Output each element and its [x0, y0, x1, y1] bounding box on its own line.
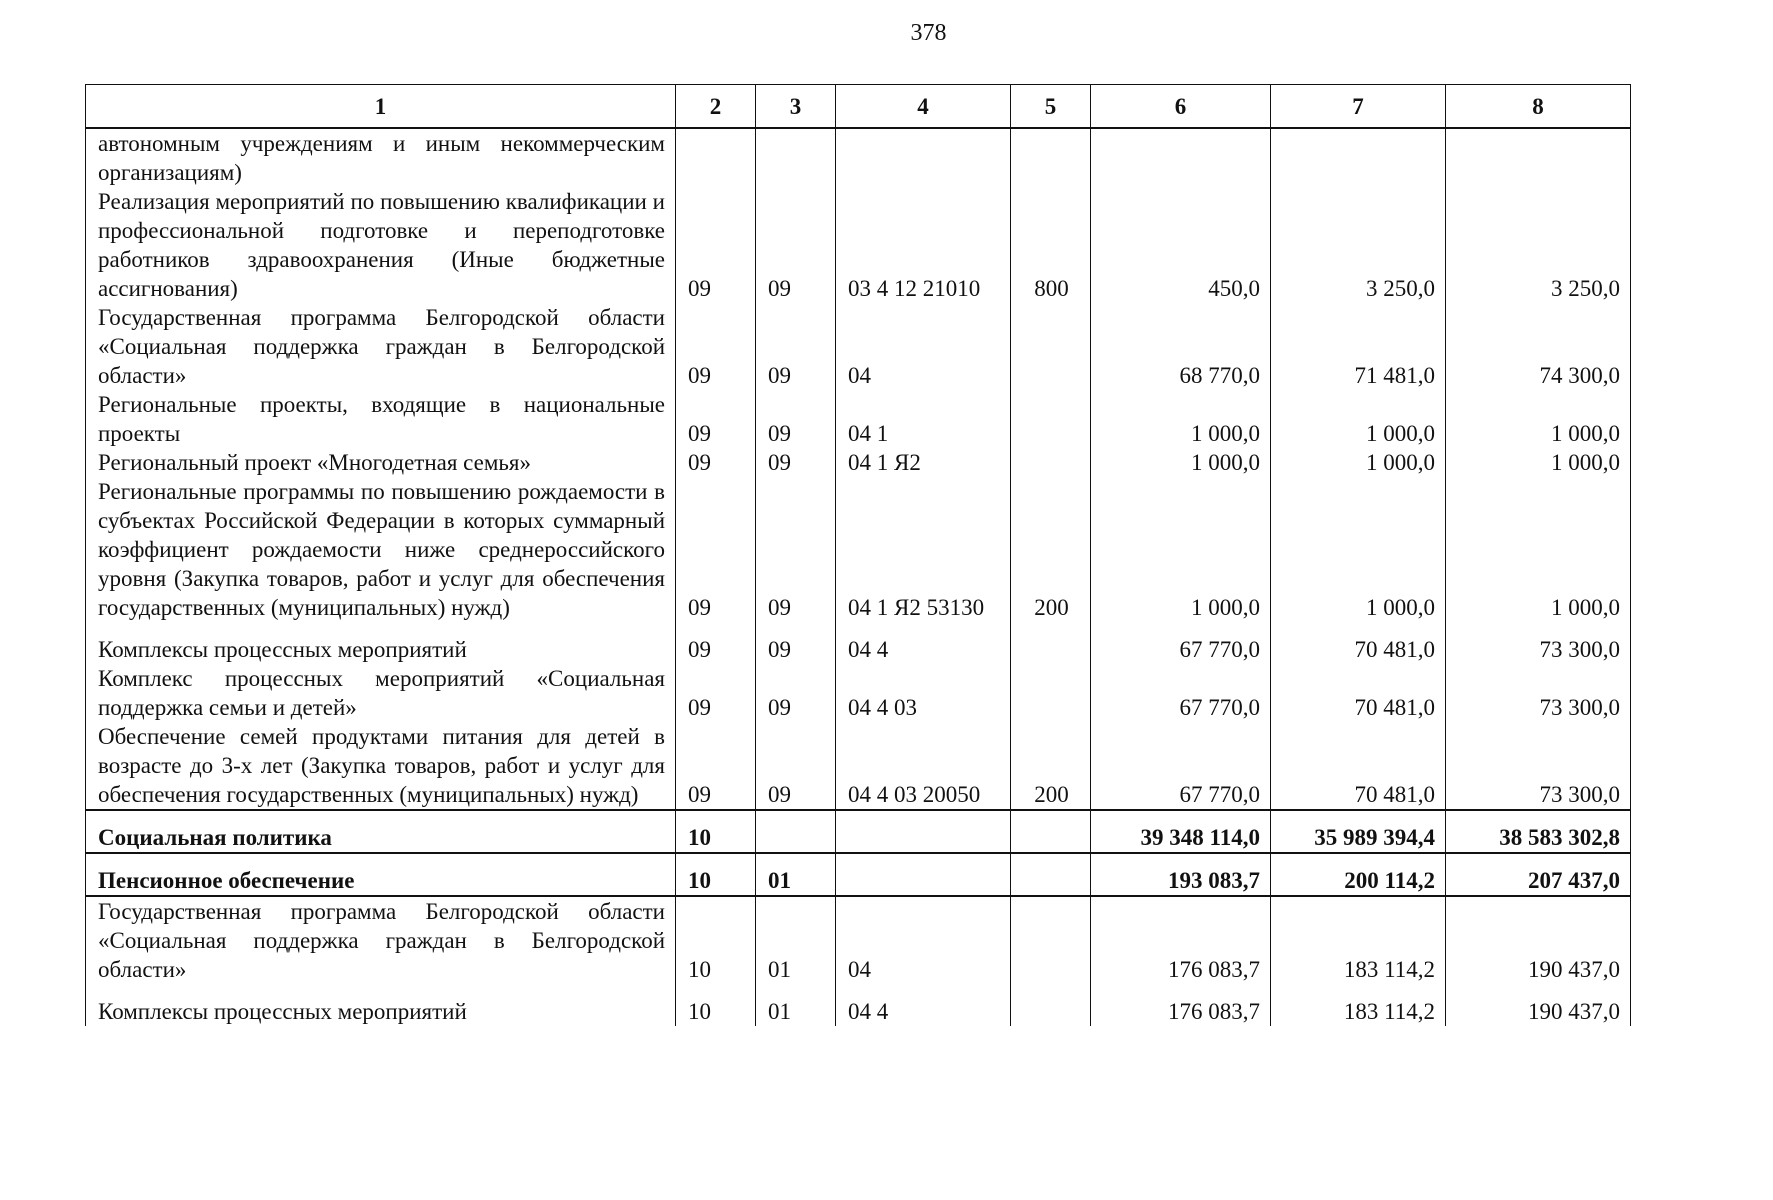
- column-header-7: 7: [1271, 85, 1446, 129]
- table-row-section-total: [86, 810, 1631, 853]
- row-subsection-code: 09: [756, 187, 836, 303]
- row-name: Пенсионное обеспечение: [86, 853, 676, 896]
- row-target-code: 04 4 03: [836, 664, 1011, 722]
- row-subsection-code: 09: [756, 722, 836, 810]
- row-target-code: 03 4 12 21010: [836, 187, 1011, 303]
- row-target-code: [836, 128, 1011, 187]
- row-expense-type: 200: [1011, 477, 1091, 622]
- row-amount-year1: 68 770,0: [1091, 303, 1271, 390]
- row-amount-year3: 3 250,0: [1446, 187, 1631, 303]
- table-row: [86, 622, 1631, 664]
- row-expense-type: [1011, 810, 1091, 853]
- row-section-code: 09: [676, 664, 756, 722]
- row-name: Социальная политика: [86, 810, 676, 853]
- row-amount-year2: 200 114,2: [1271, 853, 1446, 896]
- row-name: Обеспечение семей продуктами питания для детей в возрасте до 3-х лет (Закупка товаров, работ и услуг для обеспечения государственных (муниципальных) нужд): [86, 722, 676, 810]
- row-amount-year2: 35 989 394,4: [1271, 810, 1446, 853]
- table-row: [86, 390, 1631, 448]
- row-amount-year1: 67 770,0: [1091, 664, 1271, 722]
- table-row: [86, 664, 1631, 722]
- row-target-code: 04: [836, 303, 1011, 390]
- row-target-code: 04 4: [836, 622, 1011, 664]
- row-subsection-code: 01: [756, 896, 836, 984]
- table-row-subsection-total: [86, 853, 1631, 896]
- row-amount-year2: 1 000,0: [1271, 390, 1446, 448]
- row-amount-year3: 190 437,0: [1446, 984, 1631, 1026]
- row-expense-type: [1011, 303, 1091, 390]
- row-expense-type: 200: [1011, 722, 1091, 810]
- row-amount-year3: 73 300,0: [1446, 722, 1631, 810]
- column-header-6: 6: [1091, 85, 1271, 129]
- row-amount-year1: 67 770,0: [1091, 722, 1271, 810]
- row-amount-year2: 1 000,0: [1271, 477, 1446, 622]
- row-expense-type: [1011, 853, 1091, 896]
- row-amount-year2: 3 250,0: [1271, 187, 1446, 303]
- column-header-2: 2: [676, 85, 756, 129]
- row-target-code: [836, 810, 1011, 853]
- row-section-code: 09: [676, 622, 756, 664]
- row-amount-year1: 1 000,0: [1091, 477, 1271, 622]
- row-amount-year3: 1 000,0: [1446, 448, 1631, 477]
- row-subsection-code: 09: [756, 622, 836, 664]
- row-name: Комплексы процессных мероприятий: [86, 984, 676, 1026]
- row-section-code: 10: [676, 896, 756, 984]
- row-name: Государственная программа Белгородской области «Социальная поддержка граждан в Белгородской области»: [86, 896, 676, 984]
- row-amount-year2: 70 481,0: [1271, 722, 1446, 810]
- budget-table: [85, 84, 1631, 1026]
- row-subsection-code: [756, 810, 836, 853]
- header-row: [86, 85, 1631, 129]
- row-amount-year1: 193 083,7: [1091, 853, 1271, 896]
- row-amount-year3: 1 000,0: [1446, 477, 1631, 622]
- row-section-code: [676, 128, 756, 187]
- table-row: [86, 187, 1631, 303]
- row-section-code: 10: [676, 810, 756, 853]
- row-name: автономным учреждениям и иным некоммерческим организациям): [86, 128, 676, 187]
- row-target-code: 04 1 Я2 53130: [836, 477, 1011, 622]
- row-name: Государственная программа Белгородской области «Социальная поддержка граждан в Белгородской области»: [86, 303, 676, 390]
- row-section-code: 09: [676, 390, 756, 448]
- row-expense-type: [1011, 128, 1091, 187]
- row-subsection-code: 09: [756, 664, 836, 722]
- table-row: [86, 896, 1631, 984]
- row-subsection-code: 01: [756, 984, 836, 1026]
- row-amount-year1: 450,0: [1091, 187, 1271, 303]
- row-amount-year2: 1 000,0: [1271, 448, 1446, 477]
- row-amount-year3: 73 300,0: [1446, 664, 1631, 722]
- row-amount-year3: 73 300,0: [1446, 622, 1631, 664]
- row-section-code: 09: [676, 448, 756, 477]
- column-header-5: 5: [1011, 85, 1091, 129]
- row-amount-year3: 1 000,0: [1446, 390, 1631, 448]
- row-amount-year1: 1 000,0: [1091, 448, 1271, 477]
- row-section-code: 09: [676, 303, 756, 390]
- row-name: Региональные программы по повышению рождаемости в субъектах Российской Федерации в которых суммарный коэффициент рождаемости ниже среднероссийского уровня (Закупка товаров, работ и услуг для обеспечения государственных (муниципальных) нужд): [86, 477, 676, 622]
- row-target-code: 04: [836, 896, 1011, 984]
- row-subsection-code: 09: [756, 390, 836, 448]
- table-row: [86, 303, 1631, 390]
- table-row: [86, 128, 1631, 187]
- row-subsection-code: 09: [756, 477, 836, 622]
- page-number: 378: [910, 20, 947, 46]
- row-name: Региональные проекты, входящие в национальные проекты: [86, 390, 676, 448]
- row-amount-year2: 70 481,0: [1271, 664, 1446, 722]
- row-amount-year3: 38 583 302,8: [1446, 810, 1631, 853]
- row-amount-year2: 71 481,0: [1271, 303, 1446, 390]
- row-target-code: 04 1 Я2: [836, 448, 1011, 477]
- row-section-code: 09: [676, 187, 756, 303]
- column-header-1: 1: [86, 85, 676, 129]
- row-amount-year3: 207 437,0: [1446, 853, 1631, 896]
- row-name: Комплекс процессных мероприятий «Социальная поддержка семьи и детей»: [86, 664, 676, 722]
- row-expense-type: [1011, 664, 1091, 722]
- row-subsection-code: [756, 128, 836, 187]
- row-target-code: 04 4: [836, 984, 1011, 1026]
- table-row: [86, 448, 1631, 477]
- row-subsection-code: 09: [756, 303, 836, 390]
- row-section-code: 09: [676, 477, 756, 622]
- row-amount-year1: 67 770,0: [1091, 622, 1271, 664]
- row-amount-year3: [1446, 128, 1631, 187]
- row-amount-year1: 176 083,7: [1091, 984, 1271, 1026]
- row-subsection-code: 01: [756, 853, 836, 896]
- row-target-code: 04 1: [836, 390, 1011, 448]
- column-header-8: 8: [1446, 85, 1631, 129]
- row-name: Комплексы процессных мероприятий: [86, 622, 676, 664]
- row-section-code: 09: [676, 722, 756, 810]
- row-expense-type: [1011, 390, 1091, 448]
- row-amount-year1: 1 000,0: [1091, 390, 1271, 448]
- row-amount-year2: [1271, 128, 1446, 187]
- row-amount-year1: 39 348 114,0: [1091, 810, 1271, 853]
- column-header-4: 4: [836, 85, 1011, 129]
- row-subsection-code: 09: [756, 448, 836, 477]
- row-amount-year2: 183 114,2: [1271, 896, 1446, 984]
- row-section-code: 10: [676, 984, 756, 1026]
- row-amount-year2: 70 481,0: [1271, 622, 1446, 664]
- row-expense-type: [1011, 622, 1091, 664]
- table-row: [86, 477, 1631, 622]
- row-target-code: [836, 853, 1011, 896]
- row-section-code: 10: [676, 853, 756, 896]
- row-expense-type: [1011, 896, 1091, 984]
- column-header-3: 3: [756, 85, 836, 129]
- row-amount-year3: 74 300,0: [1446, 303, 1631, 390]
- row-expense-type: [1011, 984, 1091, 1026]
- table-row: [86, 722, 1631, 810]
- row-target-code: 04 4 03 20050: [836, 722, 1011, 810]
- row-expense-type: [1011, 448, 1091, 477]
- row-amount-year1: 176 083,7: [1091, 896, 1271, 984]
- row-name: Региональный проект «Многодетная семья»: [86, 448, 676, 477]
- row-amount-year3: 190 437,0: [1446, 896, 1631, 984]
- row-expense-type: 800: [1011, 187, 1091, 303]
- row-amount-year1: [1091, 128, 1271, 187]
- row-amount-year2: 183 114,2: [1271, 984, 1446, 1026]
- table-row: [86, 984, 1631, 1026]
- row-name: Реализация мероприятий по повышению квалификации и профессиональной подготовке и переподготовке работников здравоохранения (Иные бюджетные ассигнования): [86, 187, 676, 303]
